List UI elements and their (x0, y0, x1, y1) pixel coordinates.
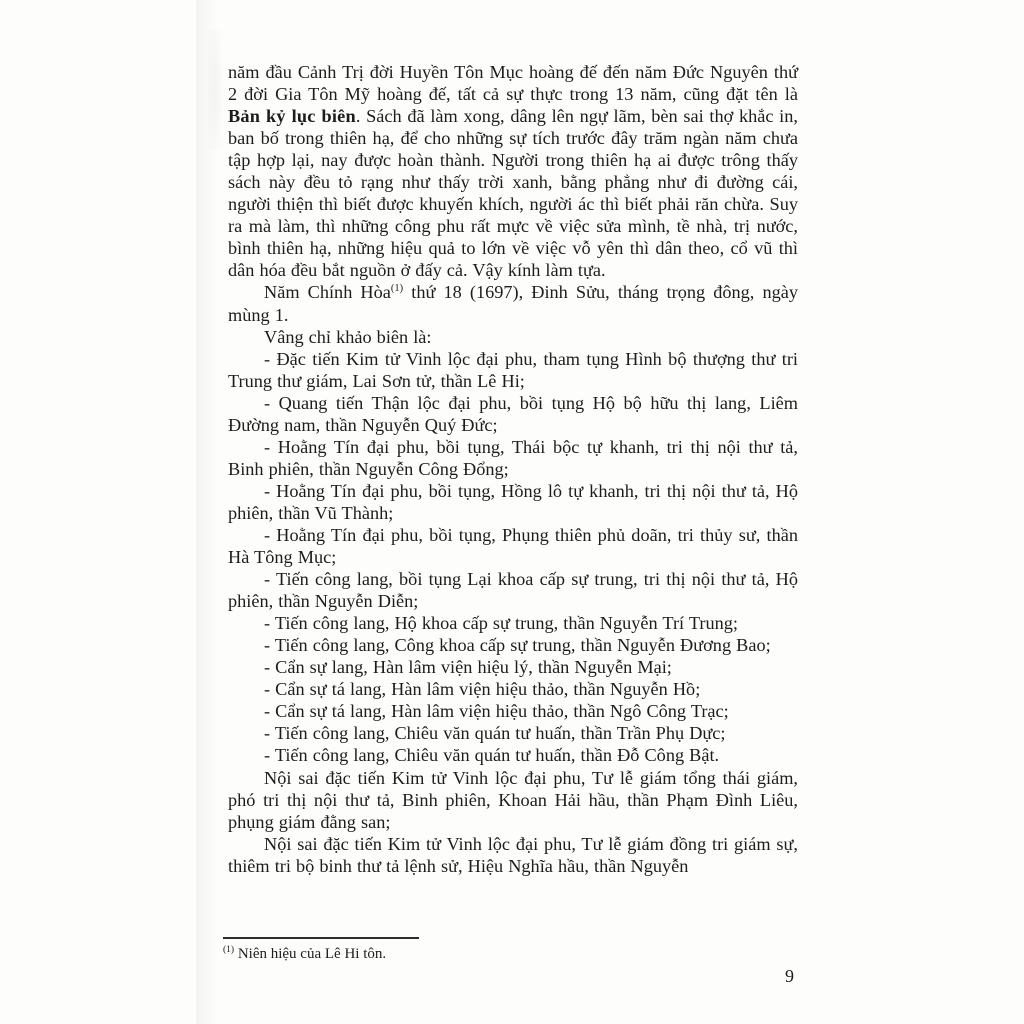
footnote-divider (223, 937, 419, 939)
date-text-post: thứ 18 (1697), Đinh Sửu, tháng trọng đông, ngày mùng 1. (228, 282, 798, 325)
footnote-text (223, 945, 793, 964)
compiler-item-7: - Tiến công lang, Hộ khoa cấp sự trung, thần Nguyễn Trí Trung; (264, 613, 738, 634)
paragraph-intro (228, 61, 798, 281)
book-title-bold: Bản kỷ lục biên (228, 106, 356, 127)
intro-text-pre: năm đầu Cảnh Trị đời Huyền Tôn Mục hoàng đế đến năm Đức Nguyên thứ 2 đời Gia Tôn Mỹ hoàng đế, tất cả sự thực trong 13 năm, cũng đặt tên là (228, 62, 798, 105)
compiler-item-11: - Cẩn sự tá lang, Hàn lâm viện hiệu thảo, thần Ngô Công Trạc; (264, 701, 729, 722)
footnote-marker: (1) (223, 945, 235, 955)
scan-smudge (208, 30, 222, 150)
page-number: 9 (785, 966, 794, 986)
paragraph-edict: Vâng chỉ khảo biên là: (264, 326, 432, 347)
paragraph-noisai-1: Nội sai đặc tiến Kim tử Vinh lộc đại phu, Tư lễ giám tổng thái giám, phó tri thị nội thư tả, Binh phiên, Khoan Hải hầu, thần Phạm Đình Liêu, phụng giám đằng san; (228, 767, 798, 832)
compiler-item-3: - Hoằng Tín đại phu, bồi tụng, Thái bộc tự khanh, tri thị nội thư tả, Binh phiên, thần Nguyễn Công Đổng; (228, 436, 798, 479)
compiler-item-12: - Tiến công lang, Chiêu văn quán tư huấn, thần Trần Phụ Dực; (264, 723, 726, 744)
intro-text-post: . Sách đã làm xong, dâng lên ngự lãm, bèn sai thợ khắc in, ban bố trong thiên hạ, để cho những sự tích trước đây trăm ngàn năm chưa tập hợp lại, nay được hoàn thành. Người trong thiên hạ ai được trông thấy sách này đều tỏ rạng như thấy trời xanh, bằng phẳng như đi đường cái, người thiện thì biết được khuyến khích, người ác thì biết phải răn chừa. Suy ra mà làm, thì những công phu rất mực về việc sửa mình, tề nhà, trị nước, bình thiên hạ, những hiệu quả to lớn về việc vỗ yên thì dân theo, cổ vũ thì dân hóa đều bắt nguồn ở đấy cả. Vậy kính làm tựa. (228, 106, 798, 281)
paragraph-noisai-2: Nội sai đặc tiến Kim tử Vinh lộc đại phu, Tư lễ giám đồng tri giám sự, thiêm tri bộ binh thư tả lệnh sử, Hiệu Nghĩa hầu, thần Nguyễn (228, 833, 798, 876)
compiler-item-5: - Hoằng Tín đại phu, bồi tụng, Phụng thiên phủ doãn, tri thủy sư, thần Hà Tông Mục; (228, 524, 798, 568)
compiler-item-6: - Tiến công lang, bồi tụng Lại khoa cấp sự trung, tri thị nội thư tả, Hộ phiên, thần Nguyễn Diễn; (228, 569, 798, 612)
compiler-item-2: - Quang tiến Thận lộc đại phu, bồi tụng Hộ bộ hữu thị lang, Liêm Đường nam, thần Nguyễn Quý Đức; (228, 392, 798, 435)
text-block (228, 61, 798, 877)
compiler-item-1: - Đặc tiến Kim tử Vinh lộc đại phu, tham tụng Hình bộ thượng thư tri Trung thư giám, Lai Sơn tử, thần Lê Hi; (228, 348, 798, 391)
compiler-item-13: - Tiến công lang, Chiêu văn quán tư huấn, thần Đỗ Công Bật. (264, 745, 720, 766)
paragraph-date (228, 281, 798, 325)
date-text-pre: Năm Chính Hòa (264, 282, 391, 303)
compiler-item-8: - Tiến công lang, Công khoa cấp sự trung, thần Nguyễn Đương Bao; (264, 635, 771, 656)
page-edge-shadow (196, 0, 218, 1024)
compiler-item-4: - Hoằng Tín đại phu, bồi tụng, Hồng lô tự khanh, tri thị nội thư tả, Hộ phiên, thần Vũ Thành; (228, 480, 798, 523)
compiler-item-10: - Cẩn sự tá lang, Hàn lâm viện hiệu thảo, thần Nguyễn Hồ; (264, 679, 701, 700)
footnote (223, 937, 793, 964)
compiler-item-9: - Cẩn sự lang, Hàn lâm viện hiệu lý, thần Nguyễn Mại; (264, 657, 672, 678)
footnote-body: Niên hiệu của Lê Hi tôn. (234, 946, 387, 962)
footnote-ref: (1) (390, 283, 404, 295)
